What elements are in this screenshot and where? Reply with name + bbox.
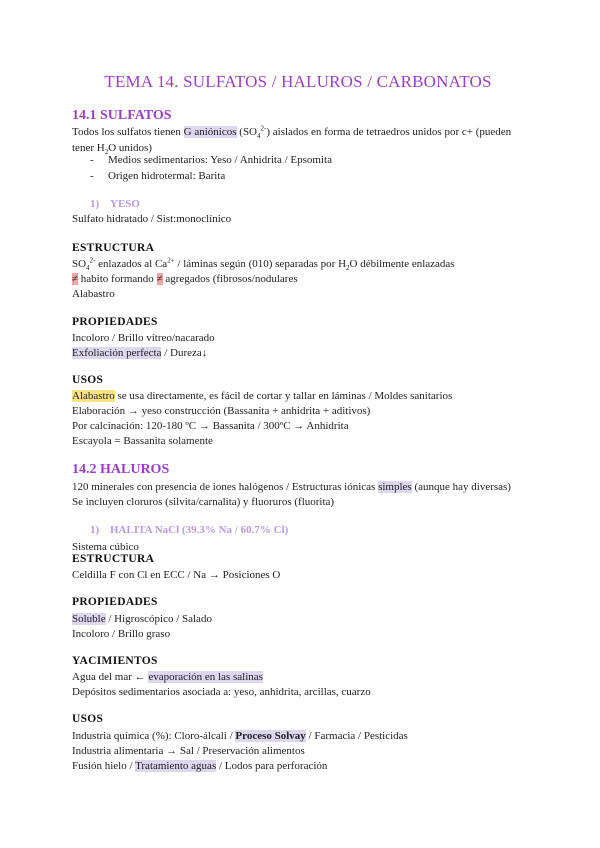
text: habito formando	[78, 273, 157, 285]
highlight: simples	[378, 481, 412, 493]
subsection-heading-halita	[90, 524, 288, 536]
sulfatos-intro	[72, 124, 532, 156]
estructura-heading: ESTRUCTURA	[72, 242, 155, 254]
text: Fusión hielo /	[72, 760, 136, 772]
highlight: ≠	[156, 273, 163, 285]
highlight: Proceso Solvay	[235, 730, 306, 742]
subsection-name: HALITA NaCl (39.3% Na / 60.7% Cl)	[110, 524, 289, 536]
halita-prop-1	[72, 612, 212, 626]
superscript: 2-	[89, 256, 96, 265]
text: / Farmacia / Pesticidas	[305, 730, 408, 742]
yeso-estructura-line-2	[72, 272, 298, 286]
list-item: - Origen hidrotermal: Barita	[90, 170, 226, 182]
list-item: - Medios sedimentarios: Yeso / Anhidrita / Epsomita	[90, 154, 332, 166]
halita-usos-1	[72, 729, 408, 743]
text: Todos los sulfatos tienen	[72, 126, 184, 138]
halita-usos-2: Industria alimentaria → Sal / Preservación alimentos	[72, 745, 305, 757]
halita-prop-2: Incoloro / Brillo graso	[72, 628, 171, 640]
yeso-estructura-line-3: Alabastro	[72, 288, 115, 300]
usos-heading: USOS	[72, 713, 104, 725]
yeso-usos-4: Escayola = Bassanita solamente	[72, 435, 213, 447]
subsection-number: 1)	[90, 524, 100, 536]
text: tener H	[72, 142, 105, 154]
subsection-heading-yeso	[90, 198, 140, 210]
text: Agua del mar ←	[72, 671, 149, 683]
text: ) aislados en forma de tetraedros unidos por c+ (pueden	[266, 126, 512, 138]
propiedades-heading: PROPIEDADES	[72, 596, 158, 608]
yeso-usos-1	[72, 389, 452, 403]
subscript: 2	[104, 148, 109, 157]
yeso-estructura-line-1	[72, 257, 455, 271]
list-item-text: Medios sedimentarios: Yeso / Anhidrita / Epsomita	[108, 154, 332, 166]
haluros-intro-2: Se incluyen cloruros (silvita/carnalita) y fluoruros (fluorita)	[72, 496, 335, 508]
section-heading-sulfatos: 14.1 SULFATOS	[72, 108, 172, 123]
text: 120 minerales con presencia de iones halógenos / Estructuras iónicas	[72, 481, 379, 493]
halita-estructura-1: Celdilla F con Cl en ECC / Na → Posiciones O	[72, 569, 281, 581]
superscript: 2+	[167, 256, 175, 265]
superscript: 2-	[260, 124, 267, 133]
text: enlazados al Ca	[95, 258, 168, 270]
highlight: Soluble	[72, 613, 106, 625]
yeso-prop-1: Incoloro / Brillo vítreo/nacarado	[72, 332, 215, 344]
text: / láminas según (010) separadas por H	[174, 258, 347, 270]
yeso-usos-3: Por calcinación: 120-180 ºC → Bassanita / 300ºC → Anhidrita	[72, 420, 349, 432]
halita-usos-3	[72, 759, 327, 773]
text: / Higroscópico / Salado	[105, 613, 212, 625]
subscript: 4	[86, 264, 90, 273]
text: agregados (fibrosos/nodulares	[162, 273, 298, 285]
text: se usa directamente, es fácil de cortar y tallar en láminas / Moldes sanitarios	[114, 390, 453, 402]
subsection-number: 1)	[90, 198, 100, 210]
highlight: Tratamiento aguas	[135, 760, 217, 772]
halita-desc: Sistema cúbico	[72, 541, 139, 553]
yeso-desc: Sulfato hidratado / Sist:monoclínico	[72, 213, 232, 225]
halita-yac-1	[72, 670, 263, 684]
yeso-prop-2	[72, 346, 207, 360]
text: / Dureza↓	[161, 347, 208, 359]
halita-yac-2: Depósitos sedimentarios asociada a: yeso, anhidrita, arcillas, cuarzo	[72, 686, 371, 698]
text: SO	[72, 258, 87, 270]
highlight: evaporación en las salinas	[148, 671, 263, 683]
subscript: 4	[257, 132, 261, 141]
document-title: TEMA 14. SULFATOS / HALUROS / CARBONATOS	[104, 72, 492, 91]
estructura-heading: ESTRUCTURA	[72, 553, 155, 565]
subsection-name: YESO	[110, 198, 140, 210]
section-heading-haluros: 14.2 HALUROS	[72, 462, 170, 477]
highlight: Alabastro	[72, 390, 115, 402]
text: O unidos)	[108, 142, 152, 154]
yacimientos-heading: YACIMIENTOS	[72, 655, 158, 667]
text: (aunque hay diversas)	[411, 481, 511, 493]
text: / Lodos para perforación	[216, 760, 328, 772]
usos-heading: USOS	[72, 374, 104, 386]
highlight: G aniónicos	[183, 126, 237, 138]
highlight: Exfoliación perfecta	[72, 347, 162, 359]
list-item-text: Origen hidrotermal: Barita	[108, 170, 226, 182]
yeso-usos-2: Elaboración → yeso construcción (Bassanita + anhidrita + aditivos)	[72, 405, 371, 417]
subscript: 2	[346, 264, 350, 273]
propiedades-heading: PROPIEDADES	[72, 316, 158, 328]
text: (SO	[236, 126, 258, 138]
text: O débilmente enlazadas	[349, 258, 455, 270]
haluros-intro-1	[72, 480, 511, 494]
text: Industria química (%): Cloro-álcali /	[72, 730, 236, 742]
highlight: ≠	[72, 273, 79, 285]
